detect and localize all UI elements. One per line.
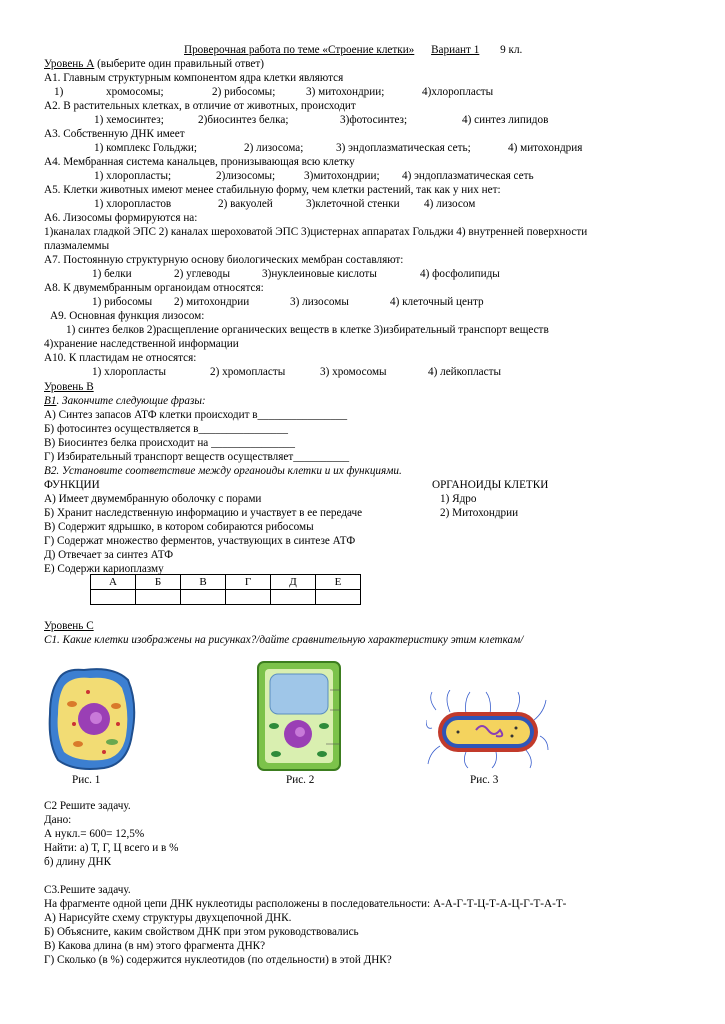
a9-options-line1: 1) синтез белков 2)расщепление органических веществ в клетке 3)избирательный транспорт веществ — [66, 324, 549, 336]
answer-table-header: А — [91, 575, 136, 590]
b1-line-a: А) Синтез запасов АТФ клетки происходит в________________ — [44, 409, 348, 421]
a5-option-4: 4) лизосом — [424, 198, 476, 210]
functions-header: ФУНКЦИИ — [44, 479, 100, 491]
answer-table-header: Д — [271, 575, 316, 590]
page-title: Проверочная работа по теме «Строение клетки» Вариант 1 9 кл. — [184, 44, 523, 56]
answer-table-row — [91, 590, 361, 605]
c2-given: Дано: — [44, 814, 72, 826]
a5-option-3: 3)клеточной стенки — [306, 198, 400, 210]
answer-cell[interactable] — [181, 590, 226, 605]
a8-option-2: 2) митохондрии — [174, 296, 250, 308]
c2-find-b: б) длину ДНК — [44, 856, 112, 868]
function-a: А) Имеет двумембранную оболочку с порами — [44, 493, 262, 505]
function-c: В) Содержит ядрышко, в котором собираются рибосомы — [44, 521, 314, 533]
c3-task-d: Г) Сколько (в %) содержится нуклеотидов (по отдельности) в этой ДНК? — [44, 954, 392, 966]
a8-option-3: 3) лизосомы — [290, 296, 349, 308]
c3-sequence: На фрагменте одной цепи ДНК нуклеотиды расположены в последовательности: А-А-Г-Т-Ц-Т-А-Ц-Г-Т-А-Т- — [44, 898, 567, 910]
a7-option-4: 4) фосфолипиды — [420, 268, 500, 280]
answer-table-header: В — [181, 575, 226, 590]
a3-option-1: 1) комплекс Гольджи; — [94, 142, 198, 154]
question-a4: А4. Мембранная система канальцев, пронизывающая всю клетку — [44, 156, 355, 168]
question-a1: А1. Главным структурным компонентом ядра клетки являются — [44, 72, 344, 84]
a10-option-1: 1) хлоропласты — [92, 366, 166, 378]
figure-3-caption: Рис. 3 — [470, 774, 499, 786]
bacterial-cell-figure — [426, 690, 550, 770]
a7-option-3: 3)нуклеиновые кислоты — [262, 268, 377, 280]
c1-question: С1. Какие клетки изображены на рисунках?/дайте сравнительную характеристику этим клеткам/ — [44, 634, 524, 646]
answer-table — [90, 574, 361, 605]
a4-option-1: 1) хлоропласты; — [94, 170, 172, 182]
c3-task-c: В) Какова длина (в нм) этого фрагмента ДНК? — [44, 940, 266, 952]
level-b-heading: Уровень В — [44, 381, 94, 393]
a10-option-2: 2) хромопласты — [210, 366, 286, 378]
question-a2: А2. В растительных клетках, в отличие от животных, происходит — [44, 100, 356, 112]
a2-option-3: 3)фотосинтез; — [340, 114, 408, 126]
answer-cell[interactable] — [136, 590, 181, 605]
function-f: Е) Содержи кариоплазму — [44, 563, 164, 575]
a4-option-3: 3)митохондрии; — [304, 170, 380, 182]
question-a3: А3. Собственную ДНК имеет — [44, 128, 185, 140]
c3-task-b: Б) Объясните, каким свойством ДНК при этом руководствовались — [44, 926, 359, 938]
answer-cell[interactable] — [271, 590, 316, 605]
organelle-1: 1) Ядро — [440, 493, 477, 505]
level-a-heading: Уровень А (выберите один правильный ответ) — [44, 58, 264, 70]
answer-cell[interactable] — [91, 590, 136, 605]
a2-option-4: 4) синтез липидов — [462, 114, 549, 126]
b2-instruction: В2. Установите соответствие между органоиды клетки и их функциями. — [44, 465, 402, 477]
a1-option-4: 4)хлоропласты — [422, 86, 494, 98]
organelle-2: 2) Митохондрии — [440, 507, 519, 519]
a7-option-1: 1) белки — [92, 268, 132, 280]
figure-2-caption: Рис. 2 — [286, 774, 315, 786]
a3-option-4: 4) митохондрия — [508, 142, 583, 154]
a5-option-2: 2) вакуолей — [218, 198, 273, 210]
question-a9: А9. Основная функция лизосом: — [50, 310, 205, 322]
c2-heading: С2 Решите задачу. — [44, 800, 131, 812]
a6-options-line2: плазмалеммы — [44, 240, 110, 252]
a5-option-1: 1) хлоропластов — [94, 198, 172, 210]
c3-heading: С3.Решите задачу. — [44, 884, 131, 896]
figure-1-caption: Рис. 1 — [72, 774, 101, 786]
function-b: Б) Хранит наследственную информацию и участвует в ее передаче — [44, 507, 363, 519]
b1-line-b: Б) фотосинтез осуществляется в________________ — [44, 423, 288, 435]
a3-option-2: 2) лизосома; — [244, 142, 304, 154]
question-a6: А6. Лизосомы формируются на: — [44, 212, 198, 224]
answer-cell[interactable] — [226, 590, 271, 605]
animal-cell-figure — [44, 664, 140, 774]
question-a8: А8. К двумембранным органоидам относятся: — [44, 282, 264, 294]
a1-option-2: 2) рибосомы; — [212, 86, 276, 98]
b1-line-d: Г) Избирательный транспорт веществ осуществляет__________ — [44, 451, 350, 463]
function-d: Г) Содержат множество ферментов, участвующих в синтезе АТФ — [44, 535, 356, 547]
organelles-header: ОРГАНОИДЫ КЛЕТКИ — [432, 479, 549, 491]
a9-options-line2: 4)хранение наследственной информации — [44, 338, 239, 350]
a10-option-4: 4) лейкопласты — [428, 366, 502, 378]
b1-instruction: В1. Закончите следующие фразы: — [44, 395, 206, 407]
c2-data: А нукл.= 600= 12,5% — [44, 828, 145, 840]
question-a5: А5. Клетки животных имеют менее стабильную форму, чем клетки растений, так как у них нет: — [44, 184, 501, 196]
level-c-heading: Уровень С — [44, 620, 94, 632]
a2-option-1: 1) хемосинтез; — [94, 114, 164, 126]
a1-option-3: 3) митохондрии; — [306, 86, 385, 98]
a8-option-1: 1) рибосомы — [92, 296, 153, 308]
answer-table-header-row — [91, 575, 361, 590]
a7-option-2: 2) углеводы — [174, 268, 230, 280]
c2-find-a: Найти: а) Т, Г, Ц всего и в % — [44, 842, 179, 854]
a3-option-3: 3) эндоплазматическая сеть; — [336, 142, 471, 154]
a1-option-label: 1) — [54, 86, 64, 98]
answer-cell[interactable] — [316, 590, 361, 605]
function-e: Д) Отвечает за синтез АТФ — [44, 549, 174, 561]
answer-table-header: Б — [136, 575, 181, 590]
answer-table-header: Е — [316, 575, 361, 590]
plant-cell-figure — [256, 660, 342, 772]
a2-option-2: 2)биосинтез белка; — [198, 114, 289, 126]
question-a7: А7. Постоянную структурную основу биологических мембран составляют: — [44, 254, 404, 266]
a1-option-1: хромосомы; — [106, 86, 164, 98]
a8-option-4: 4) клеточный центр — [390, 296, 484, 308]
a10-option-3: 3) хромосомы — [320, 366, 387, 378]
a4-option-4: 4) эндоплазматическая сеть — [402, 170, 534, 182]
answer-table-header: Г — [226, 575, 271, 590]
a4-option-2: 2)лизосомы; — [216, 170, 276, 182]
a6-options-line1: 1)каналах гладкой ЭПС 2) каналах шероховатой ЭПС 3)цистернах аппаратах Гольджи 4) внутренней поверхности — [44, 226, 588, 238]
c3-task-a: А) Нарисуйте схему структуры двухцепочной ДНК. — [44, 912, 292, 924]
b1-line-c: В) Биосинтез белка происходит на _______________ — [44, 437, 295, 449]
question-a10: А10. К пластидам не относятся: — [44, 352, 197, 364]
